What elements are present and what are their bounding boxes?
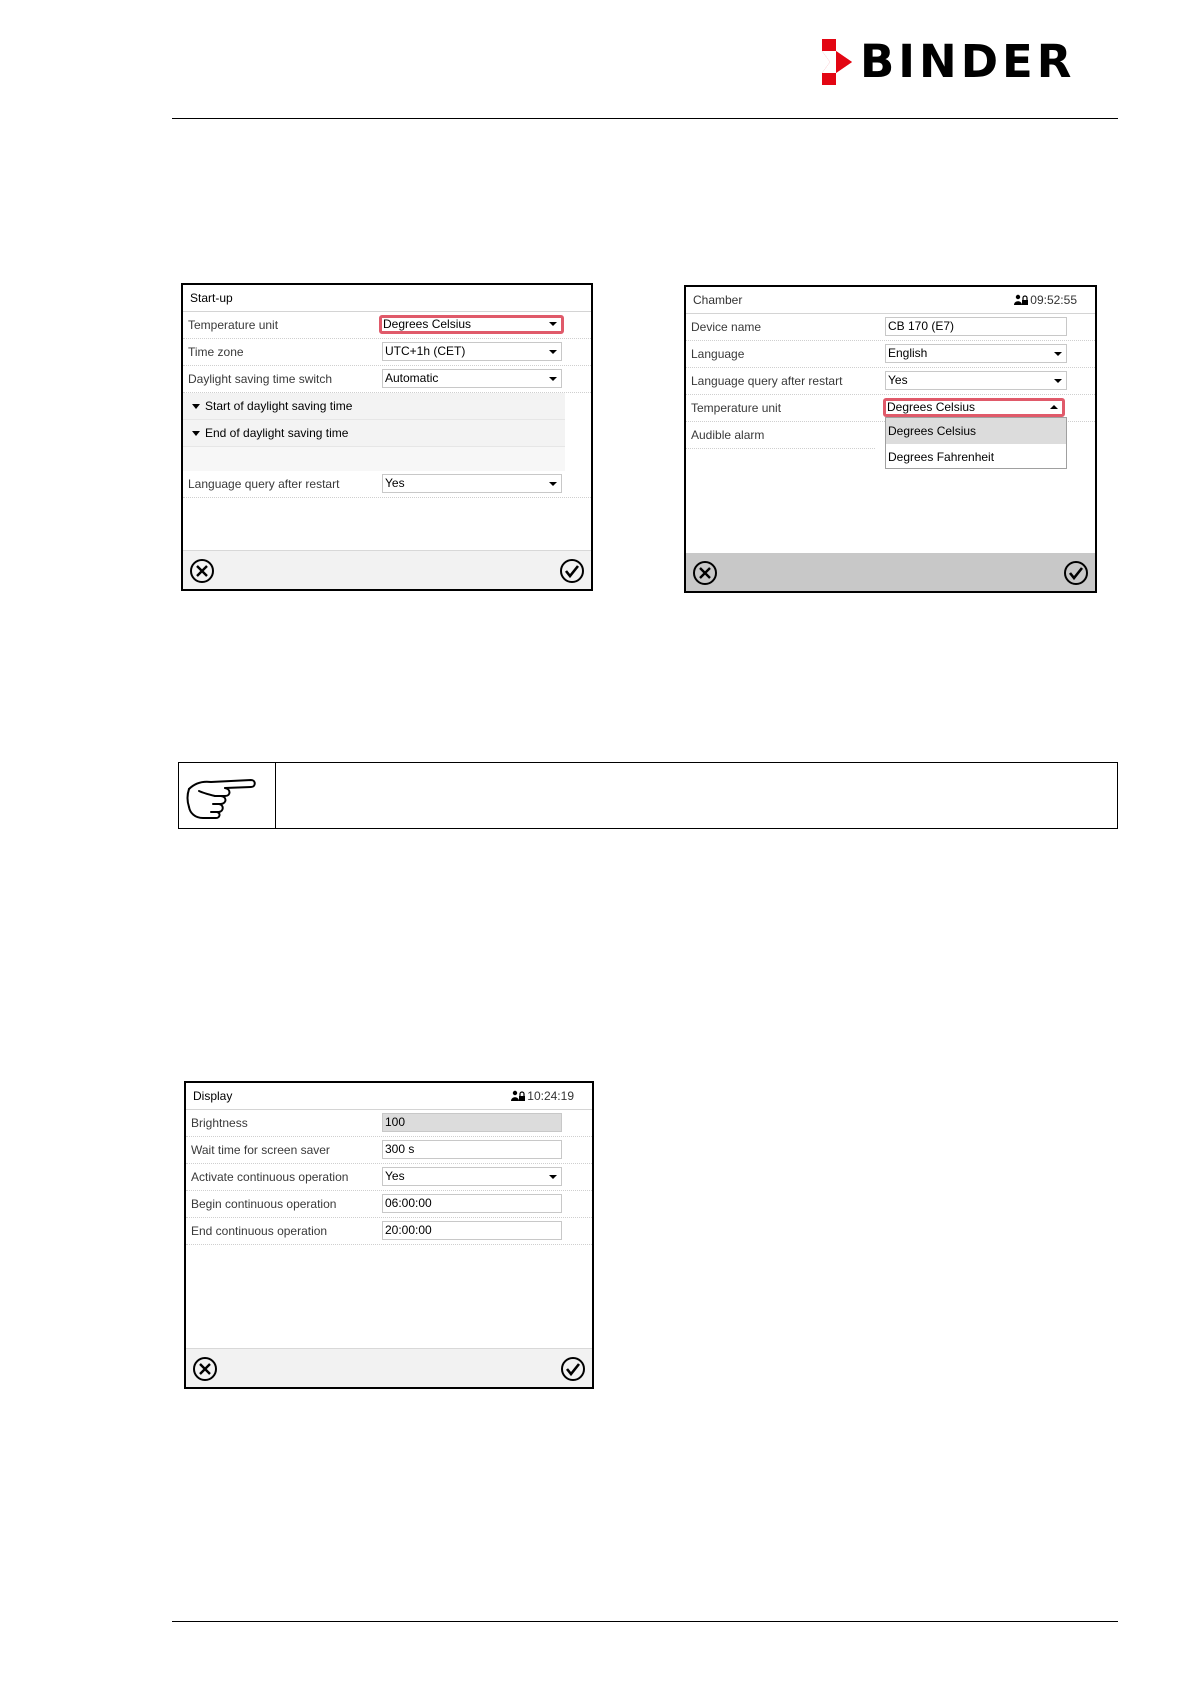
dropdown-arrow-icon: [549, 377, 557, 381]
setting-label: Temperature unit: [691, 401, 782, 415]
field-value: 300 s: [385, 1142, 415, 1156]
daylight-saving-select[interactable]: [382, 369, 562, 388]
display-screen: [184, 1081, 594, 1389]
dropdown-option-fahrenheit[interactable]: Degrees Fahrenheit: [888, 450, 995, 464]
setting-row-brightness: [186, 1110, 592, 1137]
confirm-check-icon[interactable]: [560, 1356, 586, 1382]
setting-row-begin-continuous: [186, 1191, 592, 1218]
temperature-unit-dropdown: [885, 417, 1067, 469]
language-select[interactable]: [885, 344, 1067, 363]
user-lock-icon: [511, 1090, 525, 1102]
language-query-select[interactable]: [885, 371, 1067, 390]
setting-row-language-query: [686, 368, 1095, 395]
setting-row-language-query: [183, 471, 591, 498]
dropdown-arrow-icon: [549, 322, 557, 326]
cancel-circle-icon[interactable]: [192, 1356, 218, 1382]
select-value: English: [888, 346, 928, 360]
field-value: 06:00:00: [385, 1196, 432, 1210]
setting-row-device-name: [686, 314, 1095, 341]
setting-label: Temperature unit: [188, 318, 279, 332]
screen-title: Display: [193, 1089, 233, 1103]
dropdown-arrow-icon: [1054, 379, 1062, 383]
chamber-screen: [684, 285, 1097, 593]
header-rule: [172, 118, 1118, 119]
group-label: End of daylight saving time: [205, 426, 349, 440]
select-value: Yes: [385, 1169, 405, 1183]
setting-label: Language query after restart: [691, 374, 843, 388]
setting-label: Activate continuous operation: [191, 1170, 349, 1184]
brand-name: BINDER: [860, 35, 1076, 88]
expand-arrow-icon: [192, 404, 200, 409]
clock: [1014, 287, 1077, 313]
setting-row-end-continuous: [186, 1218, 592, 1245]
group-end-daylight-saving[interactable]: [183, 420, 565, 447]
temperature-unit-select[interactable]: [379, 315, 564, 334]
footer-rule: [172, 1621, 1118, 1622]
setting-label: End continuous operation: [191, 1224, 328, 1238]
field-value: CB 170 (E7): [888, 319, 955, 333]
screen-title: Start-up: [183, 285, 591, 312]
select-value: Yes: [888, 373, 908, 387]
dropdown-arrow-icon: [549, 1175, 557, 1179]
dropdown-arrow-icon: [549, 482, 557, 486]
brightness-field[interactable]: [382, 1113, 562, 1132]
setting-row-daylight-saving: [183, 366, 591, 393]
setting-label: Wait time for screen saver: [191, 1143, 330, 1157]
dropdown-arrow-icon: [1054, 352, 1062, 356]
pointing-hand-icon: [185, 771, 259, 821]
select-value: Automatic: [385, 371, 439, 385]
screen-title: Chamber: [693, 293, 743, 307]
end-continuous-field[interactable]: [382, 1221, 562, 1240]
setting-label: Time zone: [188, 345, 244, 359]
dropdown-option-celsius[interactable]: Degrees Celsius: [886, 418, 1066, 444]
clock: [511, 1083, 574, 1109]
cancel-circle-icon[interactable]: [189, 558, 215, 584]
setting-label: Daylight saving time switch: [188, 372, 333, 386]
note-icon-cell: [179, 763, 276, 828]
binder-logo-mark-icon: [822, 39, 852, 85]
field-value: 20:00:00: [385, 1223, 432, 1237]
temperature-unit-select[interactable]: [883, 398, 1065, 417]
setting-label: Audible alarm: [691, 428, 765, 442]
field-value: 100: [385, 1115, 406, 1129]
select-value: Degrees Celsius: [887, 400, 976, 414]
setting-row-time-zone: [183, 339, 591, 366]
group-label: Start of daylight saving time: [205, 399, 353, 413]
setting-row-audible-alarm: [686, 422, 875, 449]
setting-row-screen-saver: [186, 1137, 592, 1164]
clock-time: 10:24:19: [527, 1089, 574, 1103]
screen-title-bar: [686, 287, 1095, 314]
begin-continuous-field[interactable]: [382, 1194, 562, 1213]
confirm-check-icon[interactable]: [559, 558, 585, 584]
expand-arrow-icon: [192, 431, 200, 436]
startup-screen: [181, 283, 593, 591]
device-name-field[interactable]: [885, 317, 1067, 336]
clock-time: 09:52:55: [1030, 293, 1077, 307]
screen-saver-field[interactable]: [382, 1140, 562, 1159]
setting-row-language: [686, 341, 1095, 368]
screen-footer: [183, 550, 591, 589]
setting-label: Brightness: [191, 1116, 248, 1130]
binder-logo: [822, 35, 1076, 88]
select-value: Degrees Celsius: [383, 317, 472, 331]
select-value: Yes: [385, 476, 405, 490]
setting-label: Device name: [691, 320, 762, 334]
continuous-operation-select[interactable]: [382, 1167, 562, 1186]
setting-row-continuous-operation: [186, 1164, 592, 1191]
dropdown-arrow-icon: [549, 350, 557, 354]
dropdown-arrow-up-icon: [1050, 405, 1058, 409]
cancel-circle-icon[interactable]: [692, 560, 718, 586]
group-start-daylight-saving[interactable]: [183, 393, 565, 420]
confirm-check-icon[interactable]: [1063, 560, 1089, 586]
screen-footer: [686, 553, 1095, 591]
user-lock-icon: [1014, 294, 1028, 306]
note-box: [178, 762, 1118, 829]
time-zone-select[interactable]: [382, 342, 562, 361]
language-query-select[interactable]: [382, 474, 562, 493]
screen-footer: [186, 1348, 592, 1387]
setting-label: Language: [691, 347, 745, 361]
group-spacer: [183, 447, 565, 471]
setting-row-temperature-unit: [183, 312, 591, 339]
screen-title-bar: [186, 1083, 592, 1110]
setting-label: Language query after restart: [188, 477, 340, 491]
setting-label: Begin continuous operation: [191, 1197, 337, 1211]
select-value: UTC+1h (CET): [385, 344, 466, 358]
